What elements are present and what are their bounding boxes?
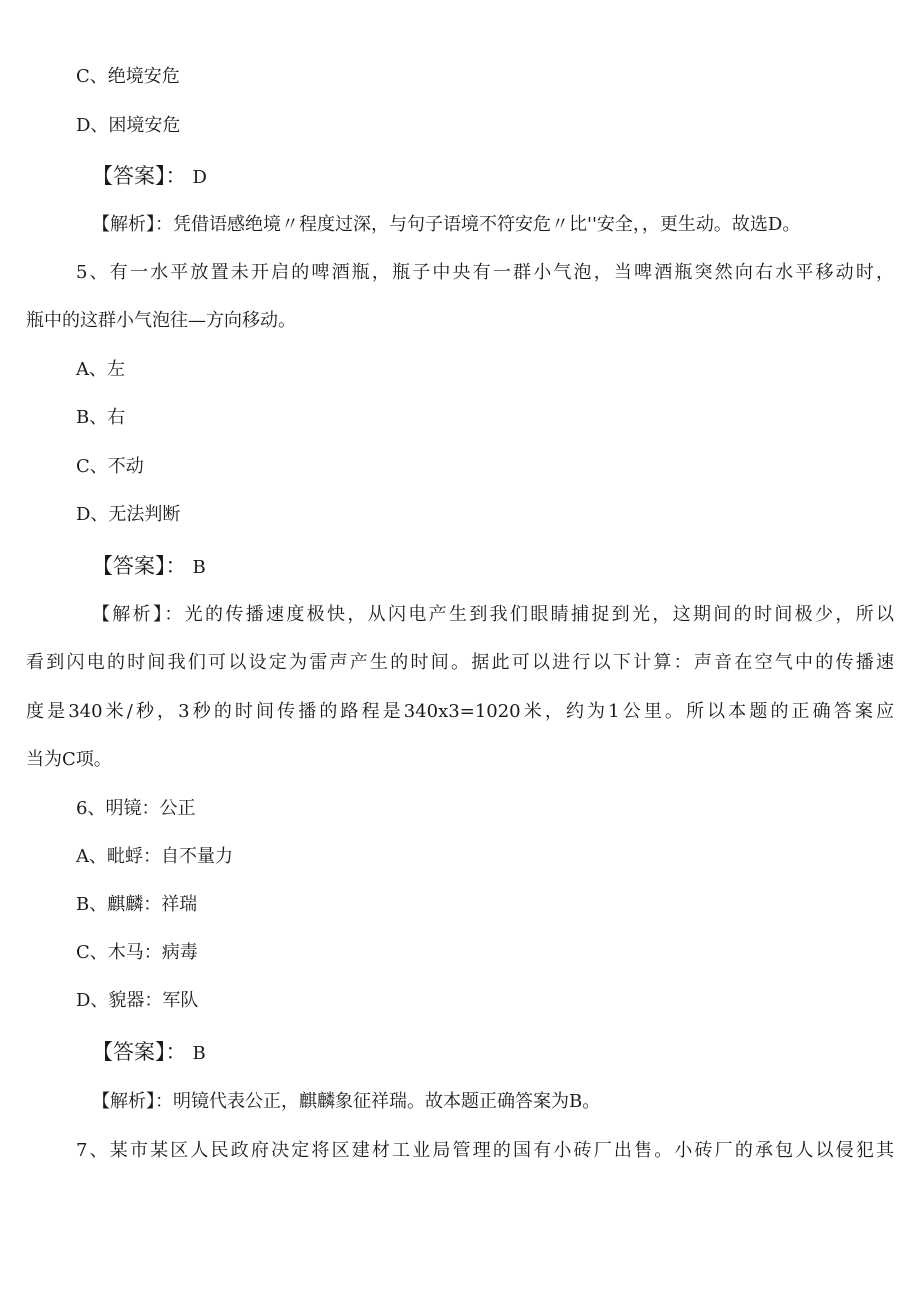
q5-stem-line-1: 5、有一水平放置未开启的啤酒瓶，瓶子中央有一群小气泡，当啤酒瓶突然向右水平移动时， xyxy=(76,262,894,283)
q6-stem: 6、明镜：公正 xyxy=(76,798,196,819)
q4-explanation xyxy=(92,210,800,236)
q6-answer xyxy=(92,1036,206,1066)
q5-explanation-line-1 xyxy=(92,600,894,626)
q7-stem-line-1: 7、某市某区人民政府决定将区建材工业局管理的国有小砖厂出售。小砖厂的承包人以侵犯其 xyxy=(76,1140,894,1161)
q5-explanation-line-4: 当为C项。 xyxy=(26,749,112,770)
answer-value: B xyxy=(192,557,206,578)
q4-option-c: C、绝境安危 xyxy=(76,66,180,87)
q5-explanation-line-2: 看到闪电的时间我们可以设定为雷声产生的时间。据此可以进行以下计算：声音在空气中的传播速 xyxy=(26,652,894,673)
q4-answer xyxy=(92,160,207,190)
q6-option-b: B、麒麟：祥瑞 xyxy=(76,894,198,915)
explanation-label: 【解析】 xyxy=(92,214,155,235)
q5-explanation-line-3: 度是340米/秒，3秒的时间传播的路程是340x3=1020米，约为1公里。所以本题的正确答案应 xyxy=(26,701,894,722)
q5-answer xyxy=(92,550,206,580)
q6-explanation xyxy=(92,1087,600,1113)
q6-option-c: C、木马：病毒 xyxy=(76,942,198,963)
answer-label: 【答案】： xyxy=(92,164,187,188)
q5-option-d: D、无法判断 xyxy=(76,504,181,525)
explanation-label: 【解析】 xyxy=(92,1091,155,1112)
q5-option-b: B、右 xyxy=(76,407,126,428)
explanation-text: ：明镜代表公正，麒麟象征祥瑞。故本题正确答案为B。 xyxy=(155,1091,601,1112)
answer-label: 【答案】： xyxy=(92,554,187,578)
explanation-text: ：光的传播速度极快，从闪电产生到我们眼睛捕捉到光，这期间的时间极少，所以 xyxy=(164,604,895,625)
answer-value: D xyxy=(192,167,207,188)
answer-value: B xyxy=(192,1043,206,1064)
q5-option-c: C、不动 xyxy=(76,456,144,477)
q6-option-d: D、貌器：军队 xyxy=(76,990,199,1011)
answer-label: 【答案】： xyxy=(92,1040,187,1064)
explanation-label: 【解析】 xyxy=(92,604,165,625)
q5-stem-line-2: 瓶中的这群小气泡往—方向移动。 xyxy=(26,310,296,331)
q6-option-a: A、毗蜉：自不量力 xyxy=(76,846,233,867)
explanation-text: ：凭借语感绝境〃程度过深，与句子语境不符安危〃比''安全，，更生动。故选D。 xyxy=(155,214,801,235)
q4-option-d: D、困境安危 xyxy=(76,115,181,136)
q5-option-a: A、左 xyxy=(76,359,125,380)
